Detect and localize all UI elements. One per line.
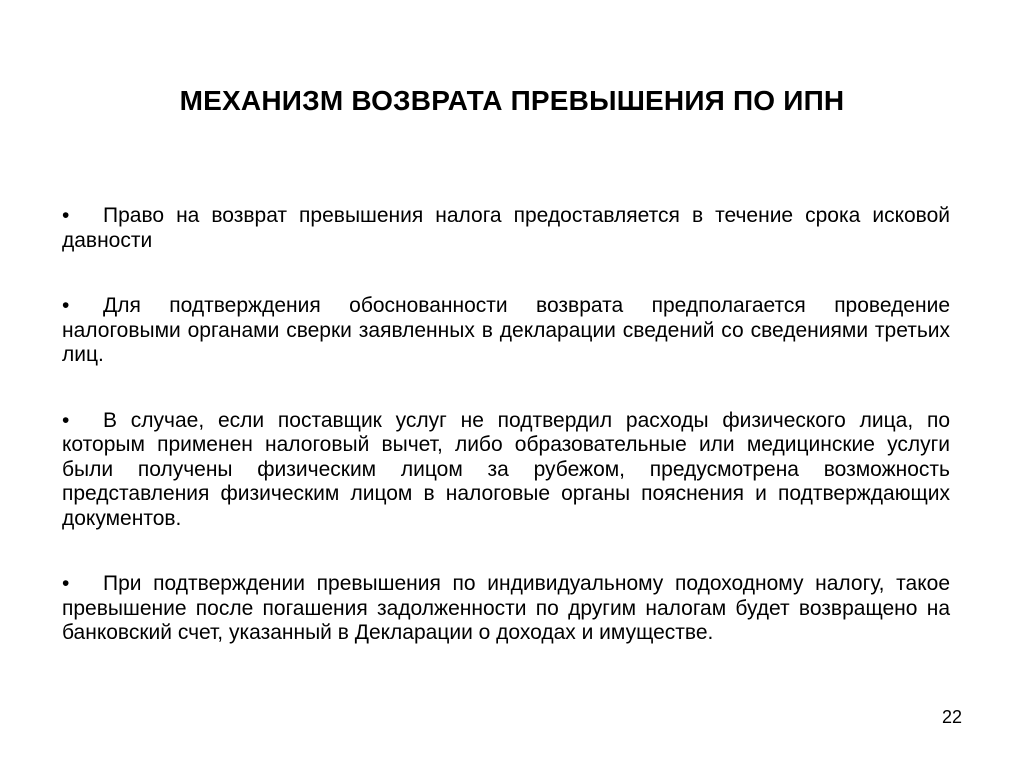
bullet-list (62, 204, 950, 687)
page-number: 22 (941, 707, 962, 727)
bullet-item (62, 572, 950, 646)
bullet-marker: • (62, 204, 70, 227)
bullet-text: Право на возврат превышения налога предоставляется в течение срока исковой давности (62, 204, 950, 252)
bullet-text: При подтверждении превышения по индивидуальному подоходному налогу, такое превышение после погашения задолженности по другим налогам будет возвращено на банковский счет, указанный в Декларации о доходах и имуществе. (62, 572, 950, 644)
bullet-item (62, 409, 950, 532)
bullet-item (62, 294, 950, 368)
bullet-item (62, 204, 950, 253)
bullet-text: В случае, если поставщик услуг не подтвердил расходы физического лица, по которым применен налоговый вычет, либо образовательные или медицинские услуги были получены физическим лицом за рубежом, предусмотрена возможность представления физическим лицом в налоговые органы пояснения и подтверждающих документов. (62, 408, 950, 530)
bullet-marker: • (62, 572, 70, 595)
bullet-marker: • (62, 408, 70, 432)
bullet-marker: • (62, 294, 70, 317)
bullet-text: Для подтверждения обоснованности возврата предполагается проведение налоговыми органами сверки заявленных в декларации сведений со сведениями третьих лиц. (62, 294, 950, 366)
slide-title: МЕХАНИЗМ ВОЗВРАТА ПРЕВЫШЕНИЯ ПО ИПН (179, 85, 845, 116)
